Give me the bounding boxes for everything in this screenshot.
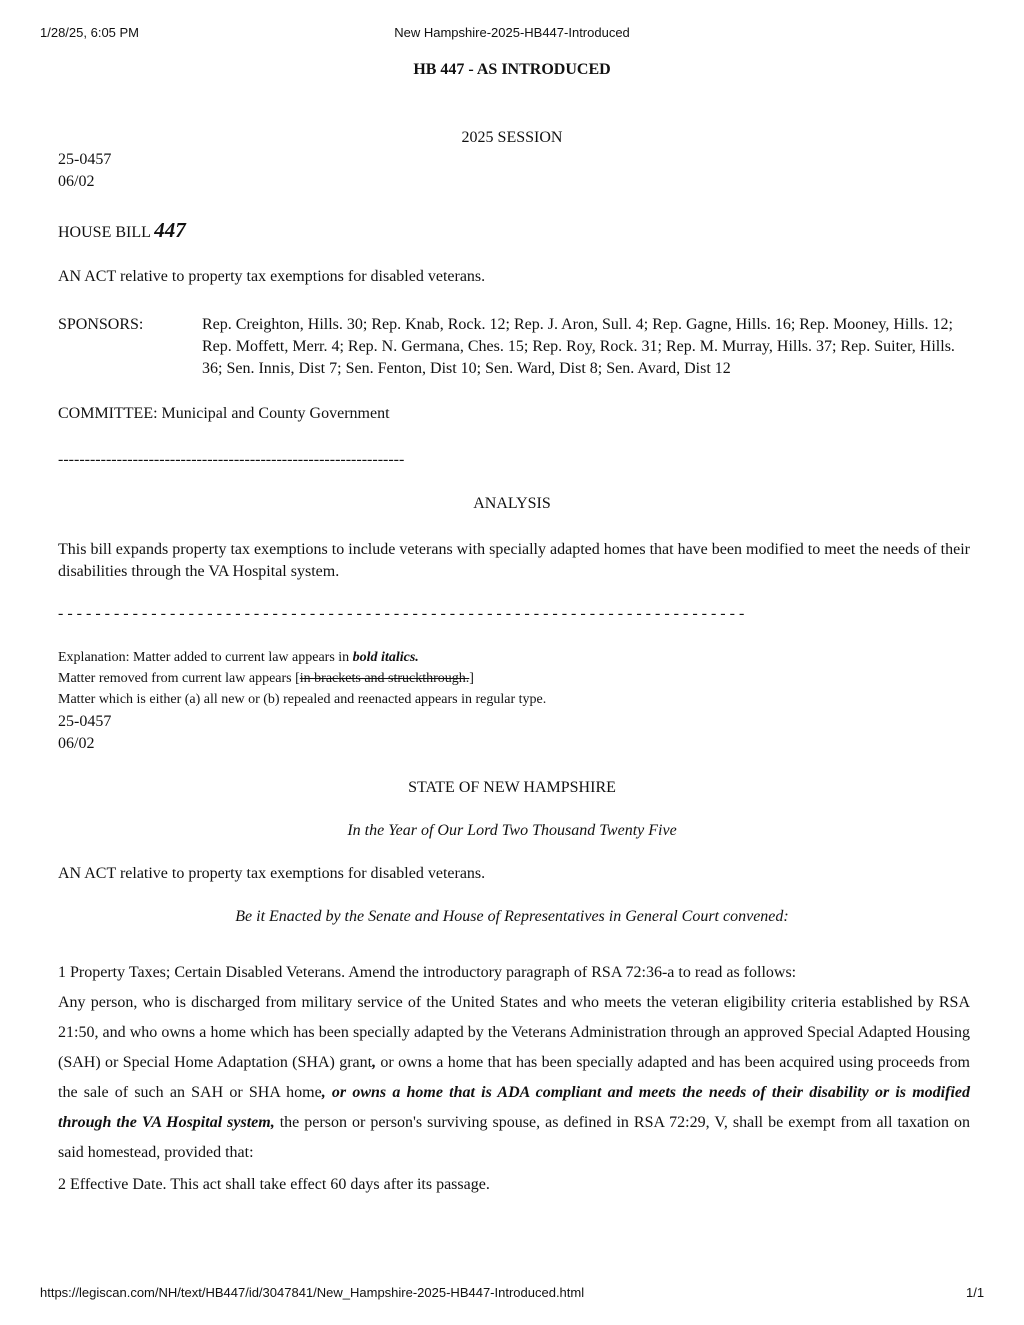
divider-top: ----------------------------------------------------------------- — [58, 451, 405, 468]
house-bill-number: 447 — [154, 218, 186, 242]
analysis-heading: ANALYSIS — [473, 495, 551, 512]
explanation-line-2-suffix: ] — [469, 671, 474, 686]
year-line: In the Year of Our Lord Two Thousand Twenty Five — [347, 822, 677, 839]
print-url: https://legiscan.com/NH/text/HB447/id/3047841/New_Hampshire-2025-HB447-Introduced.html — [40, 1285, 585, 1300]
enacting-clause: Be it Enacted by the Senate and House of Representatives in General Court convened: — [235, 908, 789, 925]
section-1-text-b: or owns a home that has been specially adapted and has been acquired using proceeds from the sale of such an SAH or SHA home — [58, 1054, 971, 1101]
section-1-bold-comma: , — [372, 1054, 377, 1071]
explanation-line-1 — [58, 650, 419, 666]
session-label: 2025 SESSION — [461, 129, 563, 146]
lsr-number-2: 25-0457 — [58, 713, 112, 730]
section-1-text — [58, 988, 970, 1168]
explanation-line-2 — [58, 671, 474, 687]
section-1-text-a: Any person, who is discharged from military service of the United States and who meets the veteran eligibility criteria established by RSA 21:50, and who owns a home which has been specially adapted by the Veterans Administration through an approved Special Adapted Housing (SAH) or Special Home Adaptation (SHA) grant — [58, 994, 970, 1071]
print-page-count: 1/1 — [966, 1285, 985, 1300]
lsr-version: 06/02 — [58, 173, 95, 190]
divider-dashed: - - - - - - - - - - - - - - - - - - - - - - - - - - - - - - - - - - - - - - - - - - - - - - - - - - - - - - - - - - - - - - - - - - - - - - - - - - — [58, 605, 745, 622]
section-1-text-c: the person or person's surviving spouse, as defined in RSA 72:29, V, shall be exempt from all taxation on said homestead, provided that: — [58, 1114, 971, 1161]
analysis-text: This bill expands property tax exemptions to include veterans with specially adapted homes that have been modified to meet the needs of their disabilities through the VA Hospital system. — [58, 541, 970, 580]
house-bill-line — [58, 218, 186, 243]
explanation-bold-example: bold italics. — [352, 650, 419, 665]
sponsors-list: Rep. Creighton, Hills. 30; Rep. Knab, Rock. 12; Rep. J. Aron, Sull. 4; Rep. Gagne, Hills. 16; Rep. Mooney, Hills. 12; Rep. Moffett, Merr. 4; Rep. N. Germana, Ches. 15; Rep. Roy, Rock. 31; Rep. M. Murray, Hills. 37; Rep. Suiter, Hills. 36; Sen. Innis, Dist 7; Sen. Fenton, Dist 10; Sen. Ward, Dist 8; Sen. Avard, Dist 12 — [202, 316, 955, 377]
act-title: AN ACT relative to property tax exemptions for disabled veterans. — [58, 865, 486, 882]
lsr-version-2: 06/02 — [58, 735, 95, 752]
section-1-bold-insert: , or owns a home that is ADA compliant and meets the needs of their disability or is modified through the VA Hospital system, — [58, 1084, 970, 1131]
house-bill-label: HOUSE BILL — [58, 224, 151, 241]
section-1-heading: 1 Property Taxes; Certain Disabled Veterans. Amend the introductory paragraph of RSA 72:36-a to read as follows: — [58, 964, 797, 981]
bill-title: AN ACT relative to property tax exemptions for disabled veterans. — [58, 268, 486, 285]
explanation-line-1-text: Explanation: Matter added to current law appears in — [58, 650, 353, 665]
lsr-number: 25-0457 — [58, 151, 112, 168]
explanation-line-2-text: Matter removed from current law appears [ — [58, 671, 300, 686]
explanation-struck-example: in brackets and struckthrough. — [299, 671, 470, 686]
sponsors-section — [58, 314, 970, 380]
print-page-title: New Hampshire-2025-HB447-Introduced — [394, 25, 630, 40]
sponsors-label: SPONSORS: — [58, 316, 144, 333]
explanation-line-3: Matter which is either (a) all new or (b) repealed and reenacted appears in regular type. — [58, 692, 547, 707]
committee: COMMITTEE: Municipal and County Government — [58, 405, 390, 422]
bill-heading: HB 447 - AS INTRODUCED — [413, 61, 611, 78]
print-datetime: 1/28/25, 6:05 PM — [40, 25, 140, 40]
state-heading: STATE OF NEW HAMPSHIRE — [408, 779, 616, 796]
section-2: 2 Effective Date. This act shall take effect 60 days after its passage. — [58, 1176, 490, 1193]
